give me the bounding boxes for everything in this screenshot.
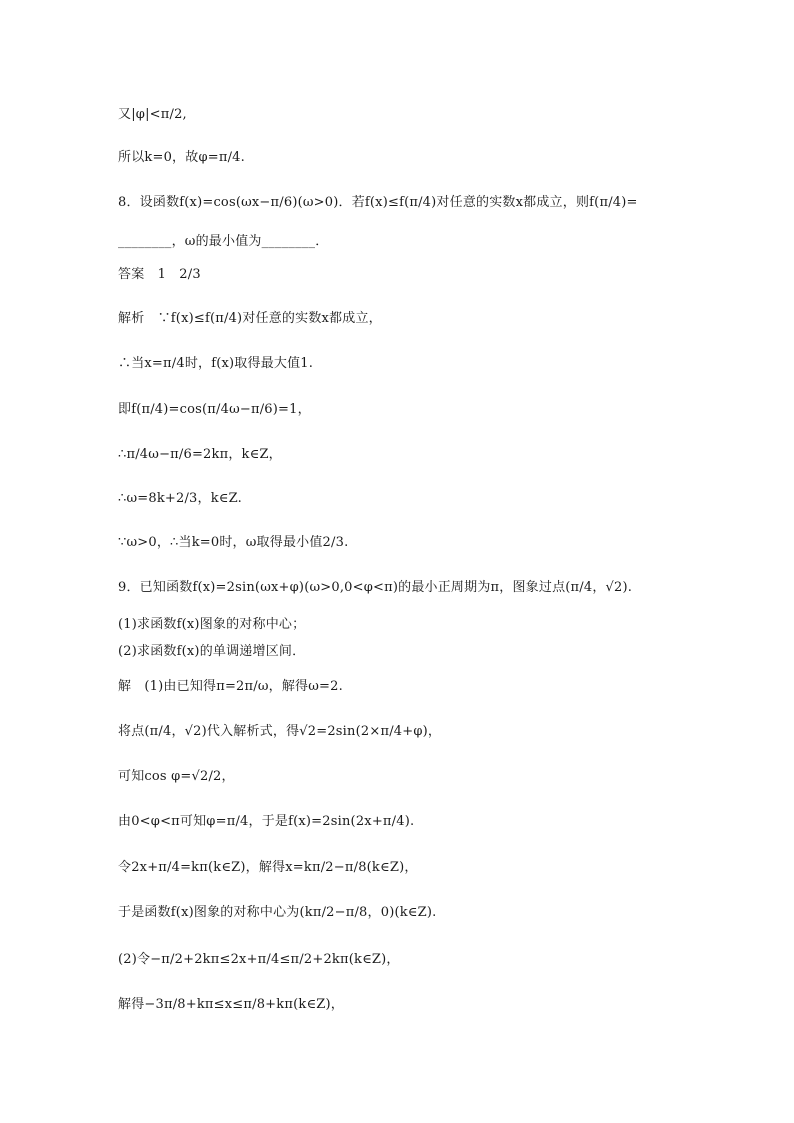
solution-line-4: 由0<φ<π可知φ=π/4，于是f(x)=2sin(2x+π/4).: [118, 814, 415, 829]
solution-line-3: 可知cos φ=√2/2，: [118, 769, 235, 784]
text-line-2: 所以k=0，故φ=π/4.: [118, 150, 245, 165]
solution-line-6: 于是函数f(x)图象的对称中心为(kπ/2−π/8，0)(k∈Z).: [118, 905, 437, 920]
problem-8-blanks: ________，ω的最小值为________．: [118, 234, 329, 249]
answer-line: 答案 1 2/3: [118, 267, 201, 282]
analysis-line-5: ∴ω=8k+2/3，k∈Z.: [118, 491, 242, 506]
analysis-line-1: 解析 ∵f(x)≤f(π/4)对任意的实数x都成立，: [118, 311, 382, 326]
solution-line-1: 解 (1)由已知得π=2π/ω，解得ω=2.: [118, 679, 343, 694]
solution-line-2: 将点(π/4，√2)代入解析式，得√2=2sin(2×π/4+φ)，: [118, 724, 442, 739]
problem-9-statement: 9．已知函数f(x)=2sin(ωx+φ)(ω>0,0<φ<π)的最小正周期为π，图象过点(π/4，√2).: [118, 580, 633, 595]
text-line-1: 又|φ|<π/2,: [118, 107, 187, 122]
problem-9-part-1: (1)求函数f(x)图象的对称中心；: [118, 617, 306, 632]
analysis-line-6: ∵ω>0，∴当k=0时，ω取得最小值2/3.: [118, 535, 349, 550]
solution-line-5: 令2x+π/4=kπ(k∈Z)，解得x=kπ/2−π/8(k∈Z)，: [118, 860, 418, 875]
solution-line-8: 解得−3π/8+kπ≤x≤π/8+kπ(k∈Z)，: [118, 997, 344, 1012]
analysis-line-2: ∴当x=π/4时，f(x)取得最大值1.: [118, 356, 314, 371]
problem-8-statement: 8．设函数f(x)=cos(ωx−π/6)(ω>0)．若f(x)≤f(π/4)对任意的实数x都成立，则f(π/4)=: [118, 195, 638, 210]
analysis-line-3: 即f(π/4)=cos(π/4ω−π/6)=1，: [118, 402, 311, 417]
problem-9-part-2: (2)求函数f(x)的单调递增区间．: [118, 644, 306, 659]
analysis-line-4: ∴π/4ω−π/6=2kπ，k∈Z，: [118, 447, 282, 462]
solution-line-7: (2)令−π/2+2kπ≤2x+π/4≤π/2+2kπ(k∈Z)，: [118, 952, 400, 967]
